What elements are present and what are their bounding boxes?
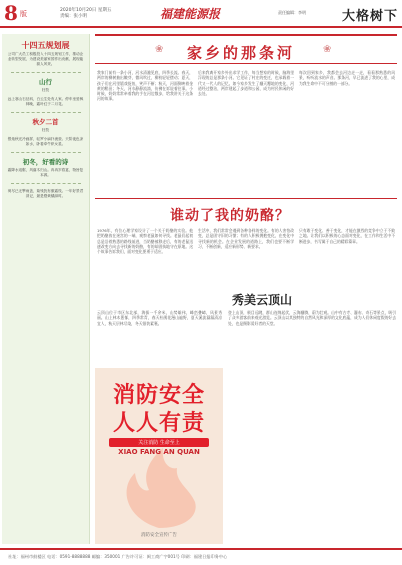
editor-line: 责编：张小明 <box>60 14 87 19</box>
page-number: 8 <box>4 1 18 25</box>
scenic-article-title: 秀美云顶山 <box>232 293 293 307</box>
divider <box>11 183 81 184</box>
scenic-article-col-1: 云顶山位于市区东北部，海拔一千余米，山势雄伟，峰峦叠嶂，风景秀丽。山上林木葱郁，四季常青，春天杜鹃花漫山遍野，夏天溪流潺潺清凉宜人，秋天层林尽染，冬天银装素裹。 <box>97 310 222 326</box>
top-article-col-2: 后来我离开家乡外出求学工作，每当想家的时候，脑海里浮现的总是那条小河。它见证了村庄的变迁，也承载着一代又一代人的记忆。如今家乡发生了翻天覆地的变化，河道经过整治，两岸建起了步道和公园，成为村民休闲的好去处。 <box>198 70 294 97</box>
sidebar <box>2 34 90 544</box>
poem-body-4: 荷尽已无擎雨盖，菊残犹有傲霜枝。一年好景君须记，最是橙黄橘绿时。 <box>7 189 84 198</box>
top-article-banner <box>95 34 397 64</box>
poem-body-1: 远上寒山石径斜，白云生处有人家。停车坐爱枫林晚，霜叶红于二月花。 <box>7 97 84 106</box>
top-article-col-3: 每次回到家乡，我都会去河边走一走，看看那熟悉的风景，听听流水的声音。那条河，早已流进了我的心里，成为我生命中不可分割的一部分。 <box>299 70 395 86</box>
poster-caption: 消防安全宣传广告 <box>141 533 177 538</box>
mid-article-col-2: 生活中，我们常常会遇到各种各样的变化。有的人害怕改变，总是固守旧的习惯；有的人积极拥抱变化，在变化中寻找新的机会。在企业发展的道路上，我们也要不断学习，不断创新，适应新形势、新要求。 <box>198 228 294 249</box>
leaf-ornament-icon: ❀ <box>323 44 332 55</box>
divider <box>11 152 81 153</box>
poem-heading-3: 初冬，好看的诗 <box>22 158 69 166</box>
top-article-col-1: 我家门前有一条小河，河水清澈见底，四季长流。春天，两岸的柳树抽出嫩芽，微风吹过，柳枝轻轻摆动；夏天，孩子们在河里嬉戏捉鱼，笑声不断；秋天，河面倒映着金黄的稻田；冬天，河水静静流淌，仿佛在诉说着往事。小时候，奶奶常常牵着我的手在河边散步，给我讲关于这条河的故事。 <box>97 70 193 102</box>
fire-safety-poster <box>95 368 223 544</box>
newspaper-name: 福建能源报 <box>160 7 221 21</box>
header-editors: 责任编辑：李明 <box>278 10 306 15</box>
poem-heading-2: 秋夕二首 <box>32 118 59 126</box>
page-header <box>0 0 402 28</box>
poem-author-2: 杜牧 <box>41 128 50 132</box>
column-name: 大格树下 <box>341 9 398 24</box>
mid-article-col-3: 只有敢于变化、善于变化，才能在激烈的竞争中立于不败之地。让我们以积极的心态面对变化，在工作和生活中不断进步，书写属于自己的精彩篇章。 <box>299 228 395 244</box>
date-line: 2020年10月20日 星期五 <box>60 8 112 13</box>
poster-headline-2: 人人有责 <box>112 410 205 436</box>
poem-heading-1: 山行 <box>39 78 52 86</box>
poster-pinyin: XIAO FANG AN QUAN <box>118 448 200 456</box>
page-label: 版 <box>20 10 27 18</box>
mid-article-col-1: 1976年，有位心理学家设计了一个关于奶酪的实验。他把奶酪放在迷宫的一端，观察老鼠如何寻找。老鼠们起初总是沿着熟悉的路线前进，当奶酪被移走后，有的老鼠迅速改变方向去寻找新的奶酪，有的却固执地守在原地。这个故事告诉我们，面对变化要勇于适应。 <box>97 228 193 255</box>
scenic-article-col-2: 登上山顶，极目远眺，群山连绵起伏，云海翻腾，蔚为壮观。山中有古寺、瀑布、奇石等景点，吸引了众多游客前来观光游览。云顶山以其独特的自然风光和深厚的文化底蕴，成为人们休闲度假的好去处，也是摄影爱好者的天堂。 <box>228 310 396 326</box>
poster-slogan: 关注消防 生命至上 <box>109 438 209 447</box>
section-divider <box>95 198 397 199</box>
mid-article-title: 谁动了我的奶酪？ <box>170 208 290 224</box>
sidebar-intro: 公司广大员工积极投入十四五规划工作，推动企业转型发展，为建设美丽家园作出贡献，展现能源人风采。 <box>7 52 84 66</box>
divider <box>11 72 81 73</box>
header-date <box>60 8 111 20</box>
page-footer <box>0 548 402 565</box>
footer-text: 社址：福州市鼓楼区 电话：0591-8888888 邮编：350001 广告许可证：闽工商广字001号 印刷：福建日报印务中心 <box>8 554 228 559</box>
sidebar-title: 十四五规划展 <box>21 40 70 50</box>
poem-body-2: 银烛秋光冷画屏，轻罗小扇扑流萤。天阶夜色凉如水，卧看牵牛织女星。 <box>7 137 84 146</box>
leaf-ornament-icon: ❀ <box>155 44 164 55</box>
top-article-title: 家乡的那条河 <box>187 44 296 62</box>
poem-author-1: 杜牧 <box>41 88 50 92</box>
poem-body-3: 霜降水返壑，风落木归山。冉冉岁将宴，物皆复本源。 <box>7 168 84 177</box>
poster-headline-1: 消防安全 <box>112 382 205 408</box>
divider <box>11 112 81 113</box>
